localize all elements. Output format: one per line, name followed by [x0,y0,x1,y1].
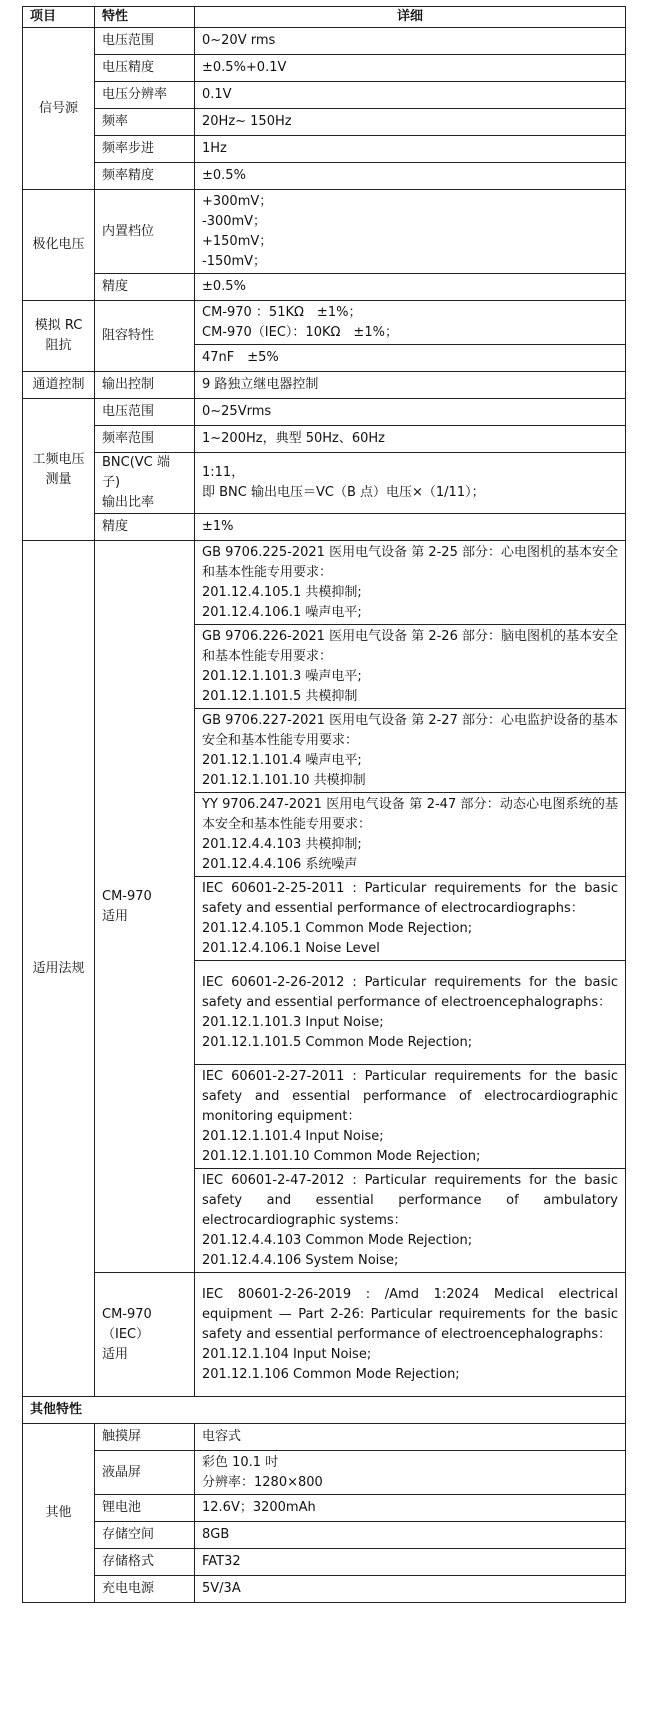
regulation-title: IEC 60601-2-25-2011 : Particular requirements for the basic safety and essential performance of electrocardiographs： [202,880,618,916]
table-row [23,1424,626,1451]
feature-line: CM-970 [102,888,152,904]
table-row [23,514,626,541]
detail-cell: FAT32 [195,1549,626,1576]
feature-cell: 充电电源 [95,1576,195,1603]
table-row [23,426,626,453]
feature-cell: 电压范围 [95,28,195,55]
category-regulations: 适用法规 [23,541,95,1397]
category-line: 测量 [45,471,72,487]
feature-cell [95,541,195,1273]
regulation-cell [195,961,626,1065]
feature-cell: 精度 [95,274,195,301]
regulation-cell [195,793,626,877]
feature-cell: 液晶屏 [95,1451,195,1495]
detail-cell [195,301,626,345]
table-row [23,1451,626,1495]
table-row [23,453,626,514]
feature-cell: 电压精度 [95,55,195,82]
table-row [23,190,626,274]
table-row [23,1273,626,1397]
detail-cell: ±0.5% [195,163,626,190]
category-line: 阻抗 [45,338,72,353]
regulation-title: IEC 60601-2-26-2012 : Particular requirements for the basic safety and essential performance of electroencephalographs： [202,974,618,1010]
detail-cell [195,190,626,274]
detail-cell: 5V/3A [195,1576,626,1603]
regulation-cell [195,1169,626,1273]
regulation-clause: 201.12.4.105.1 共模抑制; [202,584,362,600]
feature-line: 适用 [102,908,129,924]
regulation-clause: 201.12.4.105.1 Common Mode Rejection; [202,920,473,936]
regulation-clause: 201.12.1.101.4 Input Noise; [202,1128,384,1144]
feature-cell: 触摸屏 [95,1424,195,1451]
detail-cell: ±0.5%+0.1V [195,55,626,82]
detail-cell: 0.1V [195,82,626,109]
detail-cell: 20Hz~ 150Hz [195,109,626,136]
feature-cell: 存储格式 [95,1549,195,1576]
feature-cell: 频率范围 [95,426,195,453]
table-row [23,109,626,136]
feature-line: 适用 [102,1346,129,1362]
regulation-cell [195,1065,626,1169]
regulation-clause: 201.12.4.106.1 Noise Level [202,940,380,956]
header-detail: 详细 [195,7,626,28]
regulation-title: GB 9706.225-2021 医用电气设备 第 2-25 部分：心电图机的基本安全和基本性能专用要求： [202,544,618,580]
detail-line: 即 BNC 输出电压＝VC（B 点）电压×（1/11）； [202,485,485,500]
regulation-title: IEC 80601-2-26-2019 : /Amd 1:2024 Medical electrical equipment — Part 2-26: Particular requirements for the basic safety and essential performance of electroencephalographs： [202,1286,618,1342]
feature-cell: 内置档位 [95,190,195,274]
detail-cell: 9 路独立继电器控制 [195,372,626,399]
feature-line: BNC(VC 端子) [102,455,170,490]
feature-line: CM-970（IEC） [102,1306,152,1342]
regulation-clause: 201.12.1.101.3 噪声电平; [202,668,362,684]
feature-cell: 频率步进 [95,136,195,163]
regulation-clause: 201.12.4.4.103 Common Mode Rejection; [202,1232,473,1248]
detail-line: CM-970（IEC）：10KΩ ±1%； [202,324,398,340]
table-row [23,1576,626,1603]
feature-cell [95,453,195,514]
regulation-clause: 201.12.1.101.4 噪声电平; [202,752,362,768]
table-row [23,1522,626,1549]
section-row [23,1397,626,1424]
feature-cell: 存储空间 [95,1522,195,1549]
feature-line: 输出比率 [102,495,155,510]
regulation-clause: 201.12.4.4.106 系统噪声 [202,856,358,872]
feature-cell: 锂电池 [95,1495,195,1522]
regulation-clause: 201.12.1.101.5 Common Mode Rejection; [202,1034,473,1050]
detail-cell: 1Hz [195,136,626,163]
feature-cell: 频率 [95,109,195,136]
table-row [23,55,626,82]
detail-cell: 0~20V rms [195,28,626,55]
table-row [23,163,626,190]
detail-cell: 1~200Hz，典型 50Hz、60Hz [195,426,626,453]
regulation-clause: 201.12.1.101.3 Input Noise; [202,1014,384,1030]
feature-cell: 阻容特性 [95,301,195,372]
detail-line: +150mV； [202,233,273,249]
detail-cell: ±1% [195,514,626,541]
category-line: 模拟 RC [34,318,83,333]
header-feature: 特性 [95,7,195,28]
category-polarization: 极化电压 [23,190,95,301]
regulation-cell [195,625,626,709]
regulation-cell [195,541,626,625]
regulation-title: IEC 60601-2-47-2012 : Particular requirements for the basic safety and essential performance of ambulatory electrocardiographic systems： [202,1172,618,1228]
feature-cell: 电压分辨率 [95,82,195,109]
regulation-title: YY 9706.247-2021 医用电气设备 第 2-47 部分：动态心电图系统的基本安全和基本性能专用要求： [202,796,618,832]
regulation-clause: 201.12.1.101.5 共模抑制 [202,688,358,704]
detail-cell: 47nF ±5% [195,345,626,372]
table-row [23,399,626,426]
regulation-clause: 201.12.4.4.103 共模抑制; [202,836,362,852]
detail-cell [195,453,626,514]
detail-cell: 0~25Vrms [195,399,626,426]
detail-line: -300mV； [202,213,267,229]
table-row [23,1549,626,1576]
table-row [23,372,626,399]
spec-table-wrapper [22,6,625,1603]
table-row [23,28,626,55]
table-header-row [23,7,626,28]
table-row [23,301,626,345]
detail-cell [195,1451,626,1495]
regulation-clause: 201.12.1.101.10 Common Mode Rejection; [202,1148,481,1164]
table-row [23,82,626,109]
detail-line: CM-970 ：51KΩ ±1%； [202,304,362,320]
table-row [23,541,626,625]
detail-cell: 电容式 [195,1424,626,1451]
detail-cell: 8GB [195,1522,626,1549]
table-row [23,1495,626,1522]
detail-cell: ±0.5% [195,274,626,301]
regulation-clause: 201.12.4.106.1 噪声电平; [202,604,362,620]
detail-line: -150mV； [202,253,267,269]
feature-cell: 精度 [95,514,195,541]
regulation-clause: 201.12.1.104 Input Noise; [202,1346,372,1362]
section-title-other: 其他特性 [23,1397,626,1424]
regulation-clause: 201.12.1.106 Common Mode Rejection; [202,1366,460,1382]
detail-line: 1:11， [202,465,245,480]
feature-cell: 输出控制 [95,372,195,399]
regulation-title: IEC 60601-2-27-2011 : Particular requirements for the basic safety and essential performance of electrocardiographic monitoring equipment： [202,1068,618,1124]
regulation-title: GB 9706.226-2021 医用电气设备 第 2-26 部分：脑电图机的基本安全和基本性能专用要求： [202,628,618,664]
regulation-cell [195,877,626,961]
detail-line: 彩色 10.1 吋 [202,1454,279,1470]
spec-table [22,6,626,1603]
feature-cell [95,1273,195,1397]
header-item: 项目 [23,7,95,28]
regulation-clause: 201.12.1.101.10 共模抑制 [202,772,366,788]
category-signal-source: 信号源 [23,28,95,190]
regulation-title: GB 9706.227-2021 医用电气设备 第 2-27 部分：心电监护设备的基本安全和基本性能专用要求： [202,712,618,748]
feature-cell: 电压范围 [95,399,195,426]
regulation-clause: 201.12.4.4.106 System Noise; [202,1252,399,1268]
table-row [23,274,626,301]
category-line: 工频电压 [32,451,85,467]
regulation-cell [195,1273,626,1397]
feature-cell: 频率精度 [95,163,195,190]
detail-line: +300mV； [202,193,273,209]
category-power-frequency [23,399,95,541]
category-channel-control: 通道控制 [23,372,95,399]
category-rc-impedance [23,301,95,372]
detail-cell: 12.6V；3200mAh [195,1495,626,1522]
category-other: 其他 [23,1424,95,1603]
regulation-cell [195,709,626,793]
detail-line: 分辨率：1280×800 [202,1474,323,1490]
table-row [23,136,626,163]
